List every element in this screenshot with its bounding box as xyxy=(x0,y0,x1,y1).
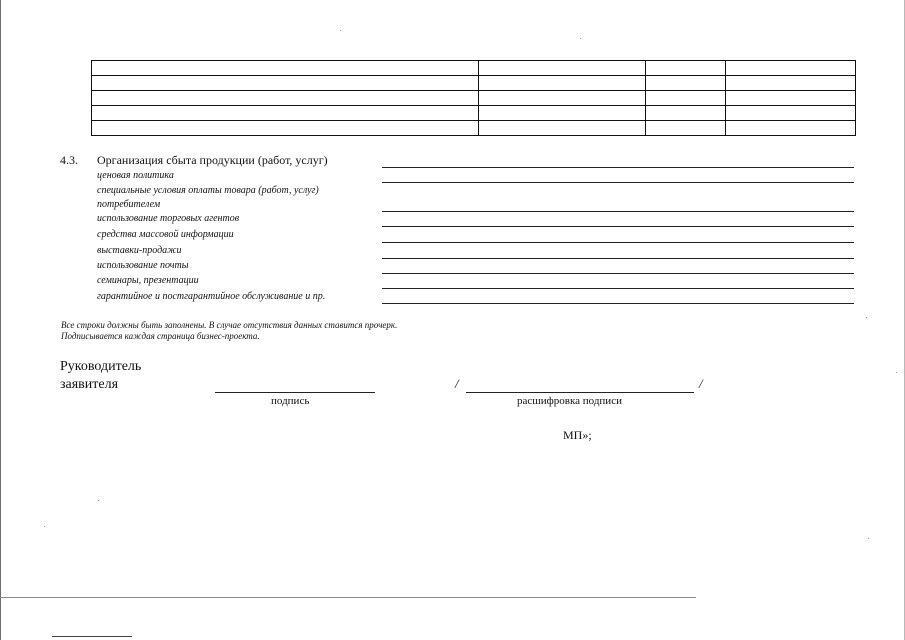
slash-right: / xyxy=(699,376,703,391)
table-cell[interactable] xyxy=(726,61,856,76)
note-sign-every-page: Подписывается каждая страница бизнес-проекта. xyxy=(61,331,260,341)
table-cell[interactable] xyxy=(479,106,646,121)
signature-caption: подпись xyxy=(271,395,310,407)
slash-left: / xyxy=(455,376,459,391)
stamp-placeholder: МП»; xyxy=(563,428,592,442)
answer-line[interactable] xyxy=(382,226,854,227)
item-warranty-service: гарантийное и постгарантийное обслуживание и пр. xyxy=(97,291,326,302)
table-cell[interactable] xyxy=(479,91,646,106)
item-payment-terms: специальные условия оплаты товара (работ, услуг) xyxy=(97,185,319,196)
answer-line[interactable] xyxy=(382,242,854,243)
table-row xyxy=(92,76,856,91)
signature-decoding-line[interactable] xyxy=(466,392,694,393)
head-label-line1: Руководитель xyxy=(60,359,142,374)
answer-line[interactable] xyxy=(382,303,854,304)
table-cell[interactable] xyxy=(646,91,726,106)
item-price-policy: ценовая политика xyxy=(97,170,174,181)
scan-speck xyxy=(44,526,45,527)
answer-line[interactable] xyxy=(382,288,854,289)
table-row xyxy=(92,91,856,106)
table-cell[interactable] xyxy=(726,106,856,121)
section-title: Организация сбыта продукции (работ, услуг) xyxy=(97,153,328,167)
footer-divider xyxy=(0,597,696,598)
scan-speck xyxy=(98,500,99,501)
table-cell[interactable] xyxy=(92,61,479,76)
signature-line[interactable] xyxy=(215,392,375,393)
item-payment-terms-continued: потребителем xyxy=(97,199,161,210)
table-cell[interactable] xyxy=(726,121,856,136)
table-cell[interactable] xyxy=(92,106,479,121)
item-seminars: семинары, презентации xyxy=(97,275,199,286)
table-row xyxy=(92,61,856,76)
table-cell[interactable] xyxy=(92,76,479,91)
answer-line[interactable] xyxy=(382,182,854,183)
answer-line[interactable] xyxy=(382,258,854,259)
empty-data-table xyxy=(91,60,856,136)
answer-line[interactable] xyxy=(382,167,854,168)
section-number: 4.3. xyxy=(60,153,78,167)
table-row xyxy=(92,106,856,121)
scan-speck xyxy=(340,30,341,31)
scan-speck xyxy=(580,38,581,39)
table-cell[interactable] xyxy=(479,121,646,136)
table-cell[interactable] xyxy=(92,91,479,106)
footnote-divider xyxy=(52,636,132,637)
table-cell[interactable] xyxy=(92,121,479,136)
signature-decoding-caption: расшифровка подписи xyxy=(517,395,622,407)
table-cell[interactable] xyxy=(646,106,726,121)
table-cell[interactable] xyxy=(646,121,726,136)
scan-speck xyxy=(868,538,869,539)
answer-line[interactable] xyxy=(382,211,854,212)
table-cell[interactable] xyxy=(479,61,646,76)
scan-speck xyxy=(866,317,867,318)
note-fill-all-lines: Все строки должны быть заполнены. В случае отсутствия данных ставится прочерк. xyxy=(61,320,398,330)
item-trade-agents: использование торговых агентов xyxy=(97,213,240,224)
table-row xyxy=(92,121,856,136)
head-label-line2: заявителя xyxy=(60,377,119,392)
table-cell[interactable] xyxy=(646,61,726,76)
item-mail-usage: использование почты xyxy=(97,260,189,271)
item-exhibitions: выставки-продажи xyxy=(97,245,182,256)
item-mass-media: средства массовой информации xyxy=(97,229,234,240)
table-cell[interactable] xyxy=(726,76,856,91)
table-cell[interactable] xyxy=(479,76,646,91)
table-cell[interactable] xyxy=(646,76,726,91)
page-left-edge xyxy=(0,0,1,640)
table-cell[interactable] xyxy=(726,91,856,106)
scan-speck xyxy=(896,372,897,373)
answer-line[interactable] xyxy=(382,273,854,274)
